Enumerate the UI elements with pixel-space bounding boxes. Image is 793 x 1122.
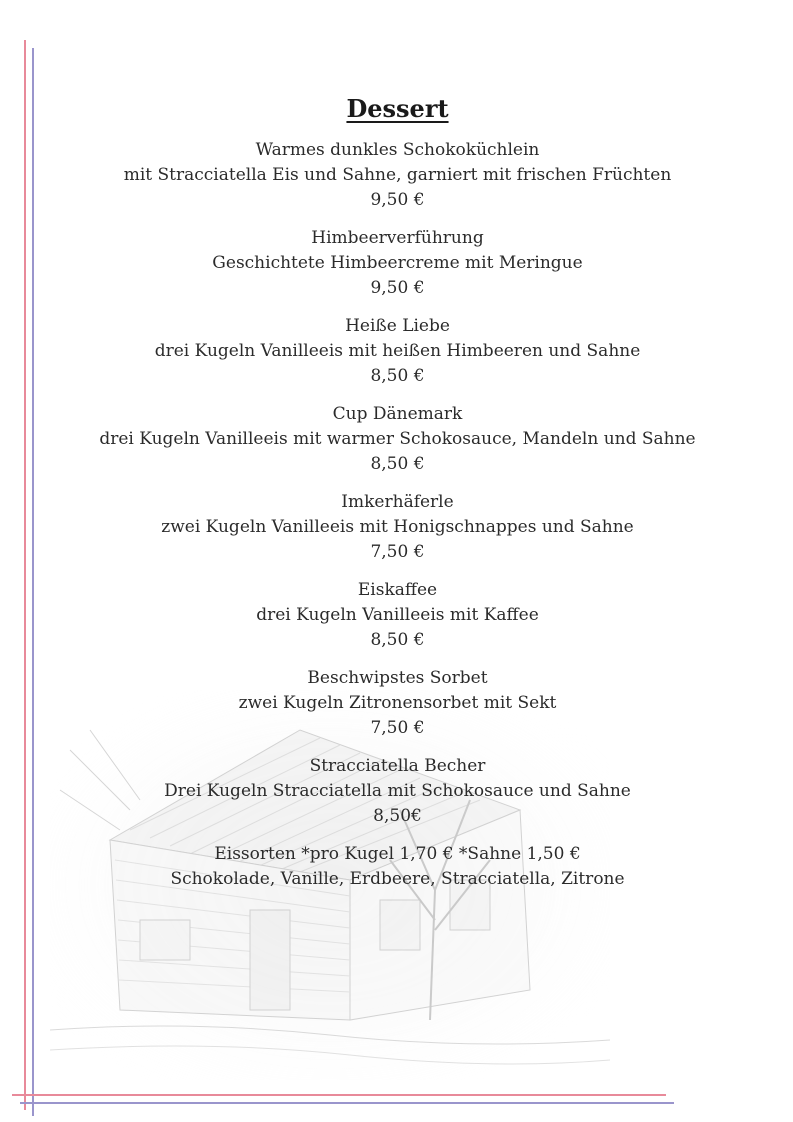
ice-cream-prices: Eissorten *pro Kugel 1,70 € *Sahne 1,50 €	[214, 844, 581, 864]
menu-item	[60, 666, 735, 741]
menu-item-name: Warmes dunkles Schokoküchlein	[255, 140, 540, 160]
ice-cream-flavors	[60, 842, 735, 892]
menu-item-price: 9,50 €	[370, 190, 425, 210]
menu-item-name: Himbeerverführung	[311, 228, 484, 248]
dessert-menu	[60, 94, 735, 892]
menu-item-name: Cup Dänemark	[332, 404, 463, 424]
menu-item-description: zwei Kugeln Zitronensorbet mit Sekt	[238, 693, 557, 713]
menu-item-price: 8,50€	[373, 806, 422, 826]
menu-item-description: drei Kugeln Vanilleeis mit Kaffee	[256, 605, 539, 625]
menu-item	[60, 578, 735, 653]
menu-item	[60, 314, 735, 389]
menu-item-price: 9,50 €	[370, 278, 425, 298]
menu-title: Dessert	[346, 94, 449, 123]
menu-item	[60, 138, 735, 213]
menu-item	[60, 490, 735, 565]
menu-item-name: Beschwipstes Sorbet	[307, 668, 488, 688]
menu-item-name: Eiskaffee	[357, 580, 438, 600]
menu-item-price: 8,50 €	[370, 630, 425, 650]
menu-item	[60, 754, 735, 829]
frame-line-horizontal-red	[12, 1094, 666, 1096]
menu-item-description: Geschichtete Himbeercreme mit Meringue	[212, 253, 583, 273]
frame-line-horizontal-purple	[20, 1102, 674, 1104]
menu-item-price: 8,50 €	[370, 454, 425, 474]
menu-item-description: drei Kugeln Vanilleeis mit warmer Schokosauce, Mandeln und Sahne	[99, 429, 696, 449]
ice-cream-flavor-list: Schokolade, Vanille, Erdbeere, Stracciatella, Zitrone	[170, 869, 625, 889]
menu-item	[60, 226, 735, 301]
menu-item-description: drei Kugeln Vanilleeis mit heißen Himbeeren und Sahne	[154, 341, 641, 361]
menu-item-price: 8,50 €	[370, 366, 425, 386]
menu-item-description: Drei Kugeln Stracciatella mit Schokosauce und Sahne	[164, 781, 631, 801]
menu-item-price: 7,50 €	[370, 542, 425, 562]
menu-item-name: Stracciatella Becher	[309, 756, 486, 776]
frame-line-vertical-red	[24, 40, 26, 1110]
menu-item-price: 7,50 €	[370, 718, 425, 738]
menu-item	[60, 402, 735, 477]
menu-item-name: Heiße Liebe	[345, 316, 450, 336]
menu-item-description: zwei Kugeln Vanilleeis mit Honigschnappes und Sahne	[161, 517, 634, 537]
menu-item-name: Imkerhäferle	[341, 492, 454, 512]
menu-item-description: mit Stracciatella Eis und Sahne, garniert mit frischen Früchten	[123, 165, 672, 185]
frame-line-vertical-purple	[32, 48, 34, 1116]
